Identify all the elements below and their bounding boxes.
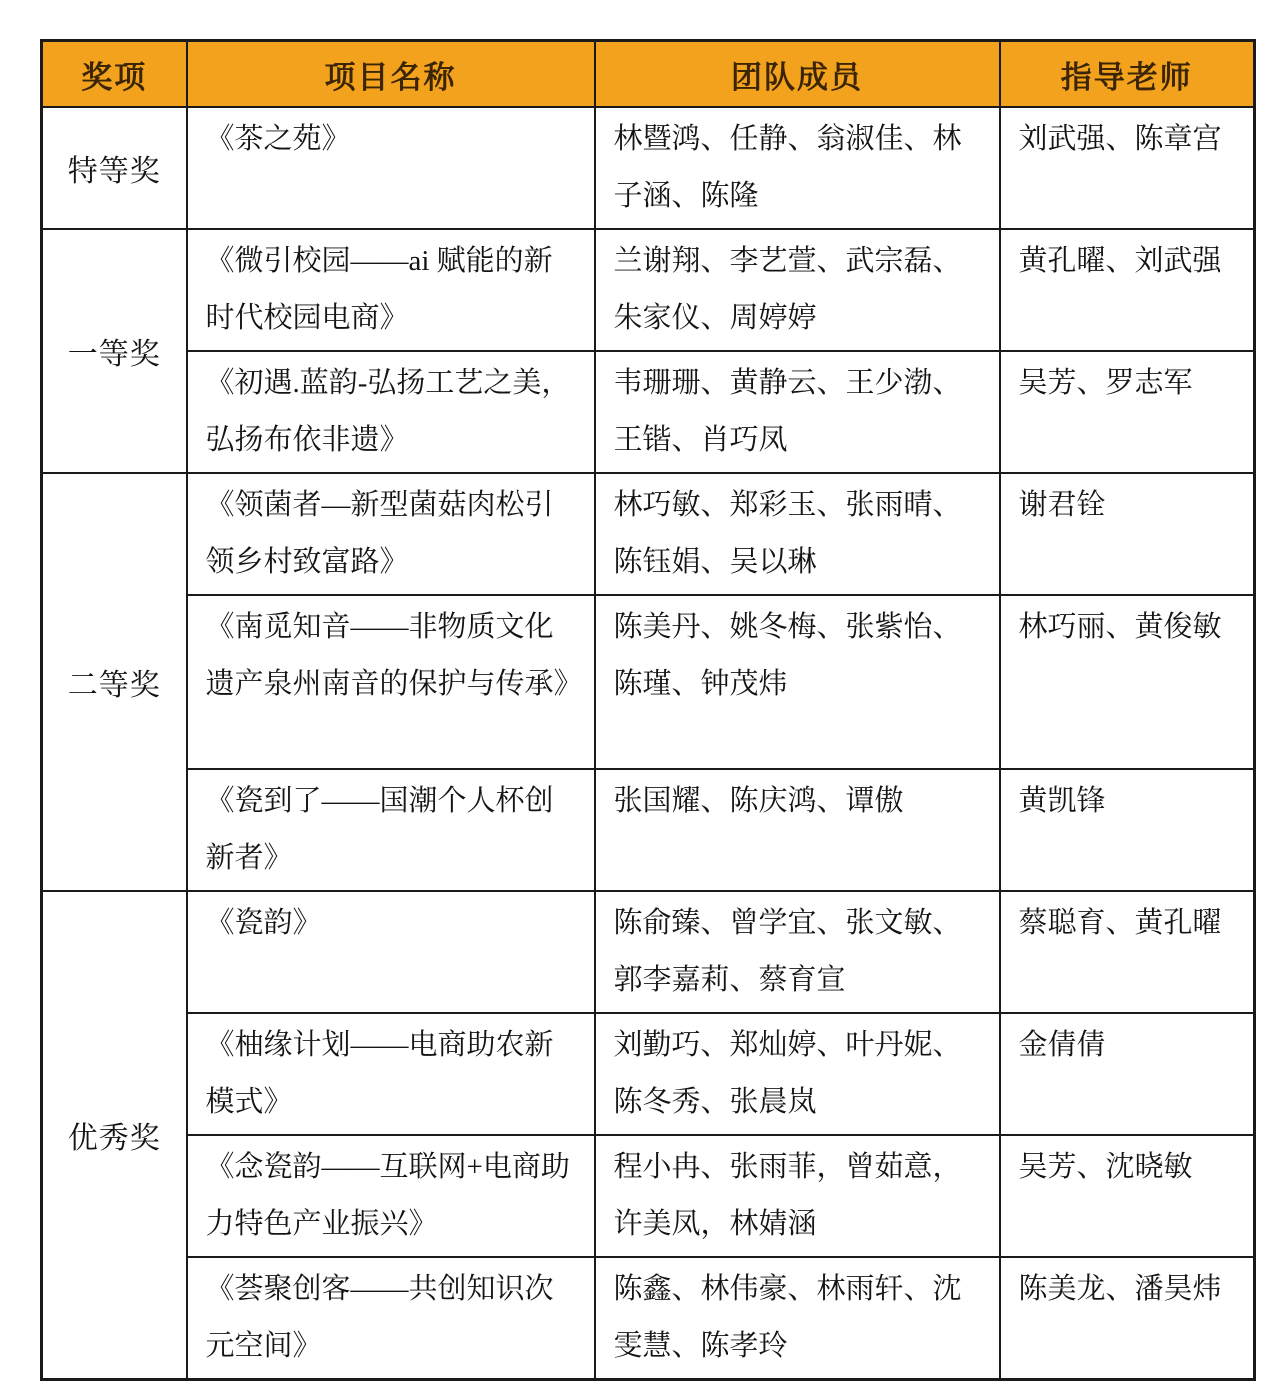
project-cell: 《初遇.蓝韵-弘扬工艺之美，弘扬布依非遗》 [187,351,595,473]
project-cell: 《微引校园——ai 赋能的新时代校园电商》 [187,229,595,351]
table-row [42,595,1255,769]
advisors-cell: 黄凯锋 [1000,769,1255,891]
table-row [42,473,1255,595]
header-team-members: 团队成员 [595,41,1000,108]
advisors-cell: 黄孔曜、刘武强 [1000,229,1255,351]
advisors-cell: 陈美龙、潘昊炜 [1000,1257,1255,1380]
awards-table [40,39,1256,1381]
members-cell: 林巧敏、郑彩玉、张雨晴、陈钰娟、吴以琳 [595,473,1000,595]
advisors-cell: 金倩倩 [1000,1013,1255,1135]
project-cell: 《瓷韵》 [187,891,595,1013]
award-cell-first-prize: 一等奖 [42,229,187,473]
project-cell: 《茶之苑》 [187,107,595,229]
members-cell: 程小冉、张雨菲，曾茹意，许美凤，林婧涵 [595,1135,1000,1257]
header-project-name: 项目名称 [187,41,595,108]
project-cell: 《领菌者—新型菌菇肉松引领乡村致富路》 [187,473,595,595]
advisors-cell: 吴芳、沈晓敏 [1000,1135,1255,1257]
members-cell: 陈俞臻、曾学宜、张文敏、郭李嘉莉、蔡育宣 [595,891,1000,1013]
project-cell: 《荟聚创客——共创知识次元空间》 [187,1257,595,1380]
project-cell: 《瓷到了——国潮个人杯创新者》 [187,769,595,891]
project-cell: 《柚缘计划——电商助农新模式》 [187,1013,595,1135]
table-row [42,1013,1255,1135]
advisors-cell: 林巧丽、黄俊敏 [1000,595,1255,769]
members-cell: 陈鑫、林伟豪、林雨轩、沈雯慧、陈孝玲 [595,1257,1000,1380]
project-cell: 《念瓷韵——互联网+电商助力特色产业振兴》 [187,1135,595,1257]
members-cell: 韦珊珊、黄静云、王少渤、王锴、肖巧凤 [595,351,1000,473]
award-cell-excellence-prize: 优秀奖 [42,891,187,1380]
advisors-cell: 蔡聪育、黄孔曜 [1000,891,1255,1013]
project-cell: 《南觅知音——非物质文化遗产泉州南音的保护与传承》 [187,595,595,769]
members-cell: 刘勤巧、郑灿婷、叶丹妮、陈冬秀、张晨岚 [595,1013,1000,1135]
members-cell: 陈美丹、姚冬梅、张紫怡、陈瑾、钟茂炜 [595,595,1000,769]
header-award: 奖项 [42,41,187,108]
members-cell: 兰谢翔、李艺萱、武宗磊、朱家仪、周婷婷 [595,229,1000,351]
table-row [42,229,1255,351]
table-row [42,1257,1255,1380]
advisors-cell: 吴芳、罗志军 [1000,351,1255,473]
header-advisors: 指导老师 [1000,41,1255,108]
table-row [42,769,1255,891]
advisors-cell: 刘武强、陈章宫 [1000,107,1255,229]
table-row [42,351,1255,473]
table-row [42,107,1255,229]
table-row [42,1135,1255,1257]
table-header-row [42,41,1255,108]
award-cell-special-prize: 特等奖 [42,107,187,229]
award-cell-second-prize: 二等奖 [42,473,187,891]
advisors-cell: 谢君铨 [1000,473,1255,595]
members-cell: 林暨鸿、任静、翁淑佳、林子涵、陈隆 [595,107,1000,229]
table-row [42,891,1255,1013]
members-cell: 张国耀、陈庆鸿、谭傲 [595,769,1000,891]
